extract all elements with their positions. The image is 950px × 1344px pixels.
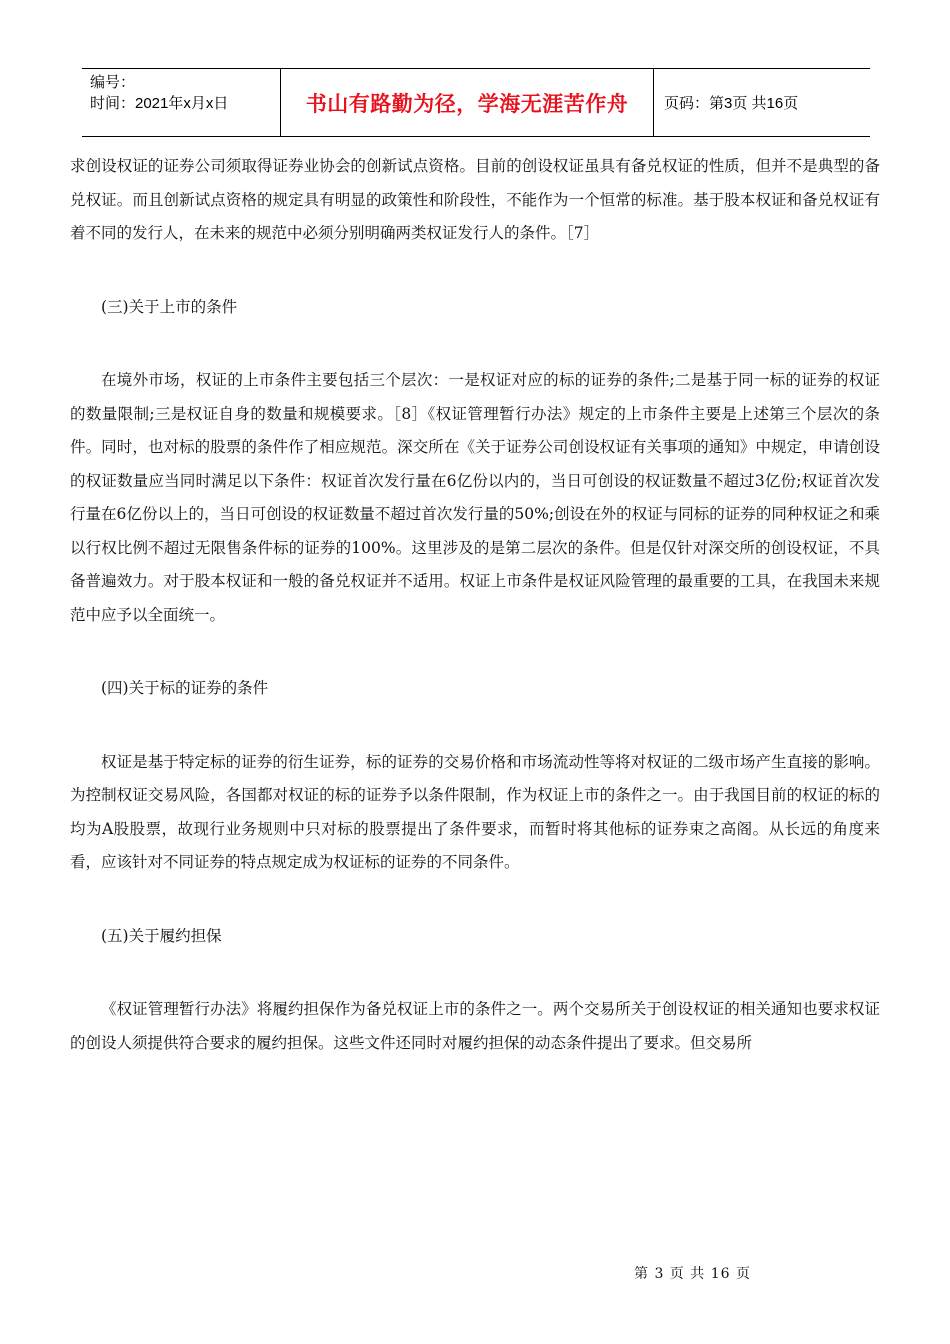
document-time-label: 时间：2021年x月x日: [90, 95, 229, 112]
header-motto: 书山有路勤为径，学海无涯苦作舟: [305, 91, 629, 116]
paragraph: 在境外市场，权证的上市条件主要包括三个层次：一是权证对应的标的证券的条件;二是基于同一标的证券的权证的数量限制;三是权证自身的数量和规模要求。［8］《权证管理暂行办法》规定的上市条件主要是上述第三个层次的条件。同时，也对标的股票的条件作了相应规范。深交所在《关于证券公司创设权证有关事项的通知》中规定，申请创设的权证数量应当同时满足以下条件：权证首次发行量在6亿份以内的，当日可创设的权证数量不超过3亿份;权证首次发行量在6亿份以上的，当日可创设的权证数量不超过首次发行量的50%;创设在外的权证与同标的证券的同种权证之和乘以行权比例不超过无限售条件标的证券的100%。这里涉及的是第二层次的条件。但是仅针对深交所的创设权证，不具备普遍效力。对于股本权证和一般的备兑权证并不适用。权证上市条件是权证风险管理的最重要的工具，在我国未来规范中应予以全面统一。: [70, 371, 880, 624]
page-header: [82, 68, 870, 137]
document-number-label: 编号：: [90, 74, 136, 91]
section-heading: (三)关于上市的条件: [101, 297, 238, 316]
paragraph: 权证是基于特定标的证券的衍生证券，标的证券的交易价格和市场流动性等将对权证的二级市场产生直接的影响。为控制权证交易风险，各国都对权证的标的证券予以条件限制，作为权证上市的条件之一。由于我国目前的权证的标的均为A股股票，故现行业务规则中只对标的股票提出了条件要求，而暂时将其他标的证券束之高阁。从长远的角度来看，应该针对不同证券的特点规定成为权证标的证券的不同条件。: [70, 752, 880, 871]
header-page-info: 页码：第3页 共16页: [664, 95, 799, 112]
header-motto-cell: [281, 69, 654, 136]
section-heading: (四)关于标的证券的条件: [101, 679, 269, 697]
header-info-cell: [82, 69, 281, 136]
document-body: [70, 150, 880, 1060]
section-heading: (五)关于履约担保: [101, 926, 222, 945]
paragraph: 求创设权证的证券公司须取得证券业协会的创新试点资格。目前的创设权证虽具有备兑权证的性质，但并不是典型的备兑权证。而且创新试点资格的规定具有明显的政策性和阶段性，不能作为一个恒常的标准。基于股本权证和备兑权证有着不同的发行人，在未来的规范中必须分别明确两类权证发行人的条件。［7］: [70, 157, 880, 242]
paragraph: 《权证管理暂行办法》将履约担保作为备兑权证上市的条件之一。两个交易所关于创设权证的相关通知也要求权证的创设人须提供符合要求的履约担保。这些文件还同时对履约担保的动态条件提出了要求。但交易所: [70, 1000, 880, 1052]
page-footer: 第 3 页 共 16 页: [634, 1266, 751, 1282]
